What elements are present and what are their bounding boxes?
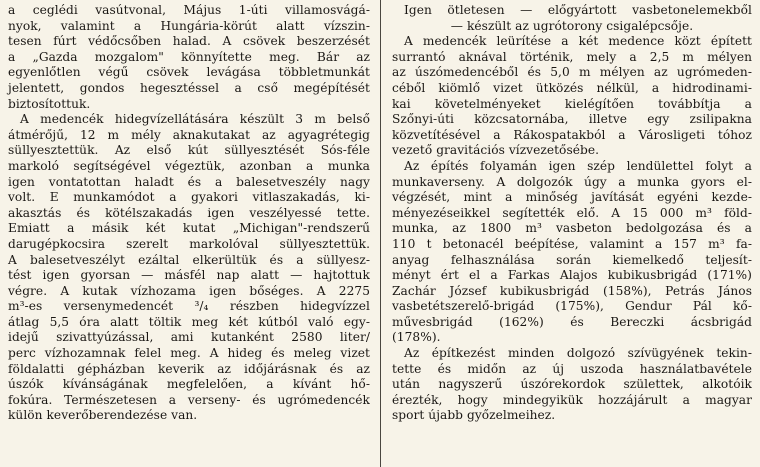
left-text-column bbox=[8, 3, 370, 424]
text-line: akasztás és kötélszakadás igen veszélyessé tette. bbox=[8, 205, 370, 220]
text-line: Szőnyi-úti közcsatornába, illetve egy zsilipakna bbox=[392, 112, 752, 127]
text-line: tést igen gyorsan — másfél nap alatt — hajtottuk bbox=[8, 268, 370, 283]
text-line: jelentett, gondos hegesztéssel a cső megépítését bbox=[8, 80, 370, 95]
text-line: vezető gravitációs vízvezetősébe. bbox=[392, 143, 600, 158]
text-line: perc vízhozamnak felel meg. A hideg és meleg vizet bbox=[8, 346, 370, 361]
text-line: ményt ért el a Farkas Alajos kubikusbrigád (171%) bbox=[392, 268, 752, 283]
text-line: nyok, valamint a Hungária-körút alatt vízszin- bbox=[8, 18, 370, 33]
text-line: földalatti gépházban keverik az időjárásnak és az bbox=[8, 361, 370, 376]
text-line: a ceglédi vasútvonal, Május 1-úti villamosvágá- bbox=[8, 3, 370, 17]
text-line: kai követelményeket kielégítően továbbítja a bbox=[392, 96, 752, 111]
text-line: vasbetétszerelő-brigád (175%), Gendur Pál kő- bbox=[392, 299, 752, 314]
text-line: az úszómedencéből és 5,0 m mélyen az ugrómeden- bbox=[392, 65, 752, 80]
right-text-column bbox=[392, 3, 752, 424]
text-line: végre. A kutak vízhozama igen bőséges. A 2275 bbox=[8, 283, 370, 298]
text-line: m³-es versenymedencét ³/₄ részben hidegvízzel bbox=[8, 299, 370, 314]
text-line: volt. E munkamódot a gyakori vitlaszakadás, ki- bbox=[8, 190, 370, 205]
text-line: Igen ötletesen — előgyártott vasbetonelemekből bbox=[404, 3, 752, 17]
text-line: fokúra. Természetesen a verseny- és ugrómedencék bbox=[8, 392, 370, 407]
text-line: végzését, mint a minőség javítását egyéni kezde- bbox=[392, 190, 752, 205]
text-line: érezték, hogy mindegyikük hozzájárult a magyar bbox=[392, 392, 752, 407]
paragraph-work-competition bbox=[392, 159, 752, 346]
text-line: Emiatt a másik két kutat „Michigan"-rendszerű bbox=[8, 221, 370, 236]
text-line: biztosítottuk. bbox=[8, 96, 91, 111]
text-line: idejű szivattyúzással, ami kutanként 2580 liter/ bbox=[8, 330, 370, 345]
text-line: művesbrigád (162%) és Bereczki ácsbrigád bbox=[392, 314, 752, 329]
text-line: céből kiömlő vizet ütközés nélkül, a hidrodinami- bbox=[392, 80, 752, 95]
column-divider bbox=[380, 0, 381, 467]
text-line: után nagyszerű úszórekordok születtek, alkotóik bbox=[392, 377, 752, 392]
text-line: átmérőjű, 12 m mély aknakutakat az agyagrétegig bbox=[8, 127, 370, 142]
text-line: A medencék leürítése a két medence közt épített bbox=[404, 34, 752, 49]
text-line: Az építkezést minden dolgozó szívügyének tekin- bbox=[404, 346, 752, 361]
text-line: tette és midőn az új uszoda használatbavétele bbox=[392, 361, 752, 376]
paragraph-pipe-route bbox=[8, 3, 370, 112]
text-line: darugépkocsira szerelt markolóval süllyesztettük. bbox=[8, 236, 370, 251]
text-line: munka, az 1800 m³ vasbeton bedolgozása és a bbox=[392, 221, 752, 236]
text-line: a „Gazda mozgalom" könnyítette meg. Bár az bbox=[8, 49, 370, 64]
text-line: surrantó aknával történik, mely a 2,5 m mélyen bbox=[392, 49, 752, 64]
text-line: közvetítésével a Rákospatakból a Városligeti tóhoz bbox=[392, 127, 752, 142]
text-line: Zachár József kubikusbrigád (158%), Petrás János bbox=[392, 283, 752, 298]
text-line: A medencék hidegvízellátására készült 3 m belső bbox=[20, 112, 370, 127]
text-line: ményezéseikkel segítették elő. A 15 000 m³ föld- bbox=[392, 205, 752, 220]
text-line: A balesetveszélyt ezáltal elkerültük és a süllyesz- bbox=[8, 252, 370, 267]
text-line: (178%). bbox=[392, 330, 441, 345]
paragraph-tower-staircase bbox=[392, 3, 752, 34]
text-line: igen vontatottan haladt és a balesetveszély nagy bbox=[8, 174, 370, 189]
text-line: Az építés folyamán igen szép lendülettel folyt a bbox=[404, 158, 752, 173]
text-line: munkaverseny. A dolgozók úgy a munka gyors el- bbox=[392, 174, 752, 189]
text-line: süllyesztettük. Az első kút süllyesztését Sós-féle bbox=[8, 143, 370, 158]
text-line: úszók kívánságának megfelelően, a kívánt hő- bbox=[8, 377, 370, 392]
text-line: — készült az ugrótorony csigalépcsője. bbox=[450, 18, 694, 33]
text-line: átlag 5,5 óra alatt töltik meg két kútból való egy- bbox=[8, 314, 370, 329]
text-line: anyag felhasználása során kiemelkedő teljesít- bbox=[392, 252, 752, 267]
paragraph-conclusion bbox=[392, 346, 752, 424]
text-line: sport újabb győzelmeihez. bbox=[392, 408, 556, 423]
text-line: külön keverőberendezése van. bbox=[8, 408, 198, 423]
paragraph-cold-water-wells bbox=[8, 112, 370, 424]
text-line: tesen fúrt védőcsőben halad. A csövek beszerzését bbox=[8, 34, 370, 49]
text-line: markoló segítségével végeztük, azonban a munka bbox=[8, 158, 370, 173]
paragraph-pool-drainage bbox=[392, 34, 752, 159]
text-line: egyenlőtlen végű csövek levágása többletmunkát bbox=[8, 65, 370, 80]
text-line: 110 t betonacél beépítése, valamint a 157 m³ fa- bbox=[392, 236, 752, 251]
